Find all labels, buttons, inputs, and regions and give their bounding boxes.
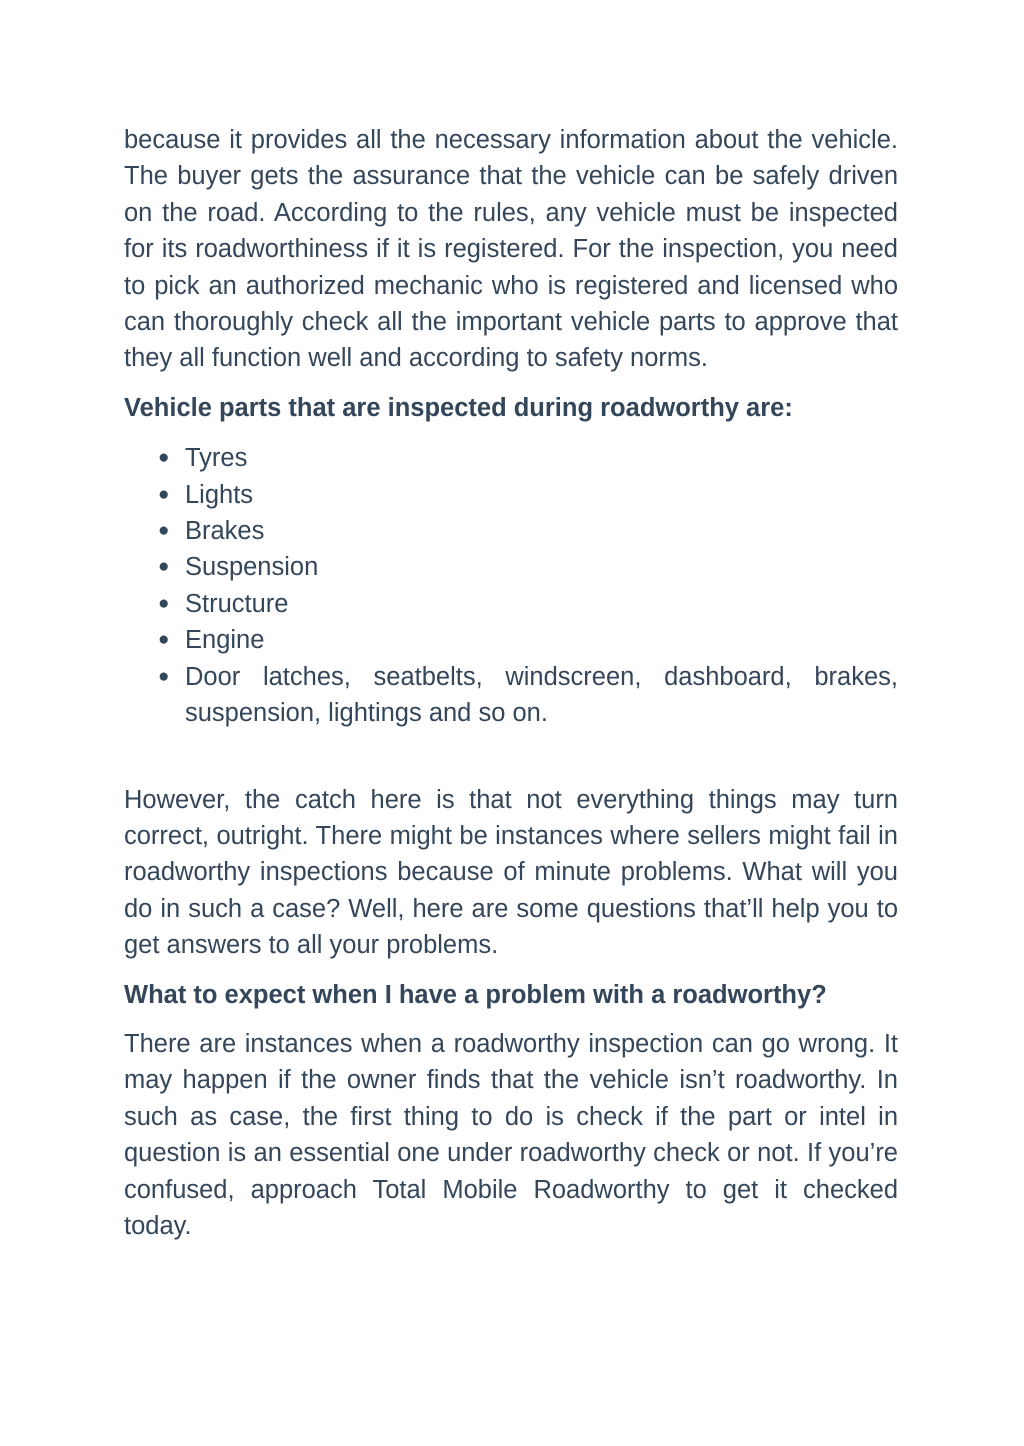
list-item-text: Lights <box>185 480 254 509</box>
section-spacer <box>124 732 898 782</box>
list-item <box>124 659 898 732</box>
list-item-text: Engine <box>185 626 265 655</box>
bullet-icon: ● <box>158 556 170 578</box>
however-paragraph: However, the catch here is that not everything things may turn correct, outright. There might be instances where sellers might fail in roadworthy inspections because of minute problems. What will you do in such a case? Well, here are some questions that’ll help you to get answers to all your problems. <box>124 785 898 960</box>
list-item <box>124 440 898 476</box>
list-item <box>124 622 898 658</box>
document-page <box>124 122 898 1244</box>
list-item <box>124 513 898 549</box>
bullet-icon: ● <box>158 629 170 651</box>
list-item-text: Brakes <box>185 517 265 546</box>
problem-paragraph: There are instances when a roadworthy inspection can go wrong. It may happen if the owner finds that the vehicle isn’t roadworthy. In such as case, the first thing to do is check if the part or intel in question is an essential one under roadworthy check or not. If you’re confused, approach Total Mobile Roadworthy to get it checked today. <box>124 1029 898 1240</box>
list-item <box>124 549 898 585</box>
bullet-icon: ● <box>158 447 170 469</box>
list-item <box>124 477 898 513</box>
bullet-icon: ● <box>158 520 170 542</box>
bullet-icon: ● <box>158 665 170 687</box>
inspected-parts-list <box>124 440 898 731</box>
bullet-icon: ● <box>158 483 170 505</box>
parts-heading: Vehicle parts that are inspected during roadworthy are: <box>124 393 793 422</box>
list-item <box>124 586 898 622</box>
bullet-icon: ● <box>158 592 170 614</box>
list-item-text: Tyres <box>185 444 248 473</box>
list-item-text: Suspension <box>185 553 319 582</box>
intro-paragraph: because it provides all the necessary information about the vehicle. The buyer gets the assurance that the vehicle can be safely driven on the road. According to the rules, any vehicle must be inspected for its roadworthiness if it is registered. For the inspection, you need to pick an authorized mechanic who is registered and licensed who can thoroughly check all the important vehicle parts to approve that they all function well and according to safety norms. <box>124 126 898 373</box>
list-item-text: Door latches, seatbelts, windscreen, dashboard, brakes, suspension, lightings and so on. <box>185 662 898 728</box>
problem-heading: What to expect when I have a problem with a roadworthy? <box>124 980 827 1009</box>
list-item-text: Structure <box>185 589 289 618</box>
